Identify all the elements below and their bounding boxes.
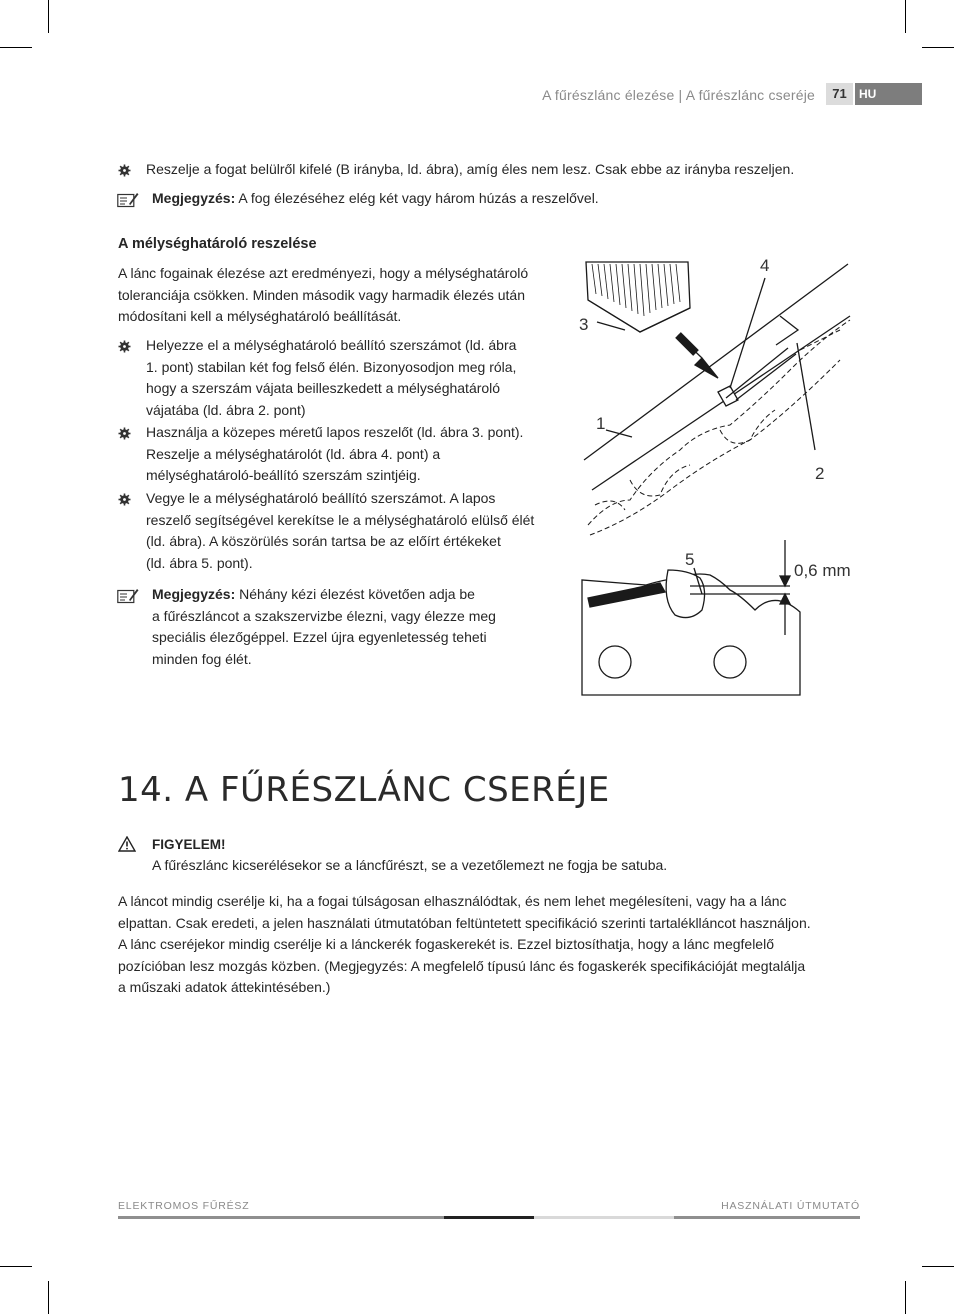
text-line: módosítani kell a mélységhatároló beállítását. <box>118 308 402 324</box>
section-body <box>118 891 811 999</box>
warning-label: FIGYELEM! <box>152 837 226 852</box>
text-line: 1. pont) stabilan két fog felső élén. Bizonyosodjon meg róla, <box>146 358 517 375</box>
chapter-title: 14. A FŰRÉSZLÁNC CSERÉJE <box>118 770 610 810</box>
crop-mark <box>0 47 32 48</box>
note-2 <box>152 584 496 670</box>
text-line: A lánc fogainak élezése azt eredményezi, hogy a mélységhatároló <box>118 265 529 281</box>
section-heading: A mélységhatároló reszelése <box>118 236 317 252</box>
depth-bullet-1 <box>146 335 516 421</box>
depth-bullet-3 <box>146 488 534 574</box>
note-icon <box>117 588 139 604</box>
note-icon <box>117 192 139 208</box>
text-line: Használja a közepes méretű lapos reszelőt (ld. ábra 3. pont). <box>146 424 524 440</box>
warning-icon <box>118 836 136 852</box>
crop-mark <box>48 1281 49 1314</box>
crop-mark <box>905 0 906 33</box>
text-line: a fűrészláncot a szakszervizbe élezni, vagy élezze meg <box>152 607 496 624</box>
text-line: pozícióban lesz mozgás közben. (Megjegyzés: A megfelelő típusú lánc és fogaskerék specifikációját megtalálja <box>118 957 806 974</box>
crop-mark <box>0 1266 32 1267</box>
language-badge: HU <box>855 83 922 105</box>
warning-text: A fűrészlánc kicserélésekor se a láncfűrészt, se a vezetőlemezt ne fogja be satuba. <box>152 857 668 873</box>
text-line: Helyezze el a mélységhatároló beállító szerszámot (ld. ábra <box>146 337 517 353</box>
figure-label: 4 <box>760 256 770 275</box>
text-line: Vegye le a mélységhatároló beállító szerszámot. A lapos <box>146 490 496 506</box>
note-1 <box>152 188 599 210</box>
text-line: mélységhatároló-beállító szerszám szintjéig. <box>146 467 421 483</box>
footer-rule <box>534 1216 674 1219</box>
note-text: A fog élezéséhez elég két vagy három húzás a reszelővel. <box>235 190 599 206</box>
gear-bullet-icon <box>118 427 131 440</box>
text-line: Néhány kézi élezést követően adja be <box>235 586 475 602</box>
text-line: vájatába (ld. ábra 2. pont) <box>146 401 306 418</box>
depth-bullet-2 <box>146 422 523 487</box>
text-line: reszelő segítségével kerekítse le a mélységhatároló elülső élét <box>146 511 535 528</box>
text-line: elpattan. Csak eredeti, a jelen használati útmutatóban feltüntetett specifikáció szerinti tartaléklláncot használjon. <box>118 914 811 931</box>
footer-rule <box>118 1216 444 1219</box>
footer-left: ELEKTROMOS FŰRÉSZ <box>118 1200 250 1212</box>
text-line: A láncot mindig cserélje ki, ha a fogai túlságosan elhasználódtak, és nem lehet megélesíteni, vagy ha a lánc <box>118 893 787 909</box>
figure-label: 2 <box>815 464 825 483</box>
depth-gauge-figure <box>570 250 870 710</box>
crop-mark <box>905 1281 906 1314</box>
text-line: a műszaki adatok áttekintésében.) <box>118 979 331 995</box>
text-line: (ld. ábra 5. pont). <box>146 554 253 571</box>
page-number: 71 <box>826 83 853 105</box>
depth-paragraph <box>118 263 528 328</box>
figure-label: 5 <box>685 550 695 569</box>
text-line: A lánc cseréjekor mindig cserélje ki a lánckerék fogaskerekét is. Ezzel biztosíthatja, hogy a lánc megfelelő <box>118 936 774 952</box>
figure-label: 3 <box>579 315 589 334</box>
running-header: A fűrészlánc élezése | A fűrészlánc cseréje <box>542 87 815 103</box>
text-line: (ld. ábra). A köszörülés során tartsa be az előírt értékeket <box>146 533 501 549</box>
gear-bullet-icon <box>118 340 131 353</box>
text-line: minden fog élét. <box>152 650 252 667</box>
footer-right: HASZNÁLATI ÚTMUTATÓ <box>721 1200 860 1212</box>
text-line: Reszelje a mélységhatárolót (ld. ábra 4. pont) a <box>146 445 441 462</box>
note-label: Megjegyzés: <box>152 190 236 206</box>
figure-label: 1 <box>596 414 606 433</box>
text-line: toleranciája csökken. Minden második vagy harmadik élezés után <box>118 286 525 303</box>
crop-mark <box>48 0 49 33</box>
crop-mark <box>922 1266 954 1267</box>
crop-mark <box>922 47 954 48</box>
bullet-text: Reszelje a fogat belülről kifelé (B irányba, ld. ábra), amíg éles nem lesz. Csak ebbe az irányba reszeljen. <box>146 161 795 177</box>
dimension-label: 0,6 mm <box>794 561 851 580</box>
text-line: speciális élezőgéppel. Ezzel újra egyenletesség teheti <box>152 629 487 645</box>
note-label: Megjegyzés: <box>152 586 236 602</box>
footer-rule <box>674 1216 860 1219</box>
gear-bullet-icon <box>118 164 131 177</box>
gear-bullet-icon <box>118 493 131 506</box>
footer-rule <box>444 1216 534 1219</box>
text-line: hogy a szerszám vájata beilleszkedett a mélységhatároló <box>146 380 501 396</box>
